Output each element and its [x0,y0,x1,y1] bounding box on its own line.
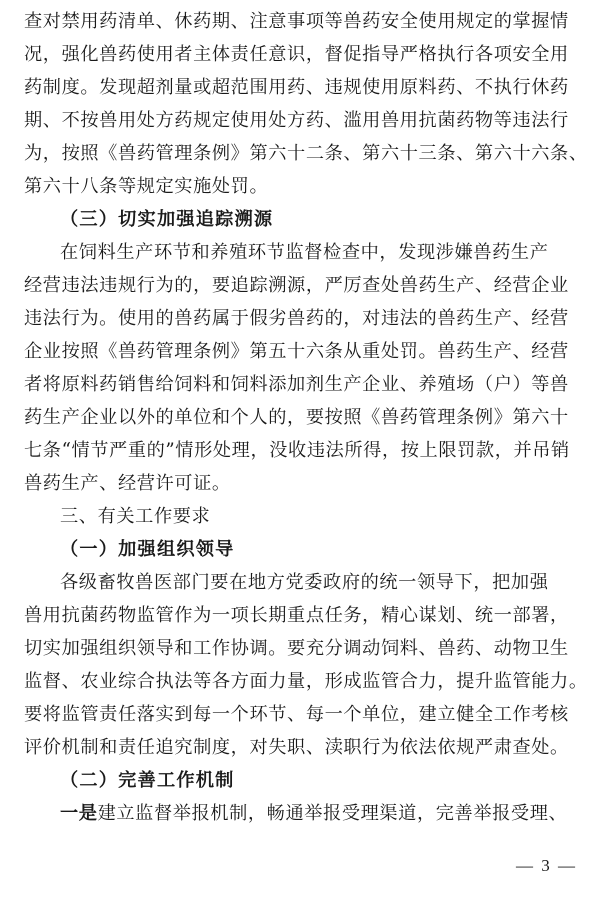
section-heading: （二）完善工作机制 [60,770,235,791]
text-line: 查对禁用药清单、休药期、注意事项等兽药安全使用规定的掌握情 [24,11,569,32]
page-number: — 3 — [516,856,577,875]
text-line: 监督、农业综合执法等各方面力量，形成监管合力，提升监管能力。 [24,671,588,692]
text-line-rest: 建立监督举报机制，畅通举报受理渠道，完善举报受理、 [97,803,568,824]
text-line: 经营违法违规行为的，要追踪溯源，严厉查处兽药生产、经营企业 [24,275,569,296]
chapter-heading: 三、有关工作要求 [60,506,211,527]
text-line: 者将原料药销售给饲料和饲料添加剂生产企业、养殖场（户）等兽 [24,374,569,395]
text-line: 期、不按兽用处方药规定使用处方药、滥用兽用抗菌药物等违法行 [24,110,569,131]
emphasis-lead: 一是 [60,803,98,824]
text-line: 切实加强组织领导和工作协调。要充分调动饲料、兽药、动物卫生 [24,638,569,659]
text-line [60,802,567,826]
text-line: 兽用抗菌药物监管作为一项长期重点任务，精心谋划、统一部署， [24,605,569,626]
text-line: 在饲料生产环节和养殖环节监督检查中，发现涉嫌兽药生产 [60,242,549,263]
section-heading: （三）切实加强追踪溯源 [60,209,274,230]
text-line: 第六十八条等规定实施处罚。 [24,176,269,197]
text-line: 各级畜牧兽医部门要在地方党委政府的统一领导下，把加强 [60,572,549,593]
text-line: 企业按照《兽药管理条例》第五十六条从重处罚。兽药生产、经营 [24,341,569,362]
text-line: 兽药生产、经营许可证。 [24,473,231,494]
text-line: 违法行为。使用的兽药属于假劣兽药的，对违法的兽药生产、经营 [24,308,569,329]
text-line: 药生产企业以外的单位和个人的，要按照《兽药管理条例》第六十 [24,407,569,428]
section-heading: （一）加强组织领导 [60,539,235,560]
text-line: 评价机制和责任追究制度，对失职、渎职行为依法依规严肃查处。 [24,737,569,758]
text-line: 为，按照《兽药管理条例》第六十二条、第六十三条、第六十六条、 [24,143,588,164]
text-line: 药制度。发现超剂量或超范围用药、违规使用原料药、不执行休药 [24,77,569,98]
text-line: 七条“情节严重的”情形处理，没收违法所得，按上限罚款，并吊销 [24,440,570,461]
text-line: 要将监管责任落实到每一个环节、每一个单位，建立健全工作考核 [24,704,569,725]
text-line: 况，强化兽药使用者主体责任意识，督促指导严格执行各项安全用 [24,44,569,65]
